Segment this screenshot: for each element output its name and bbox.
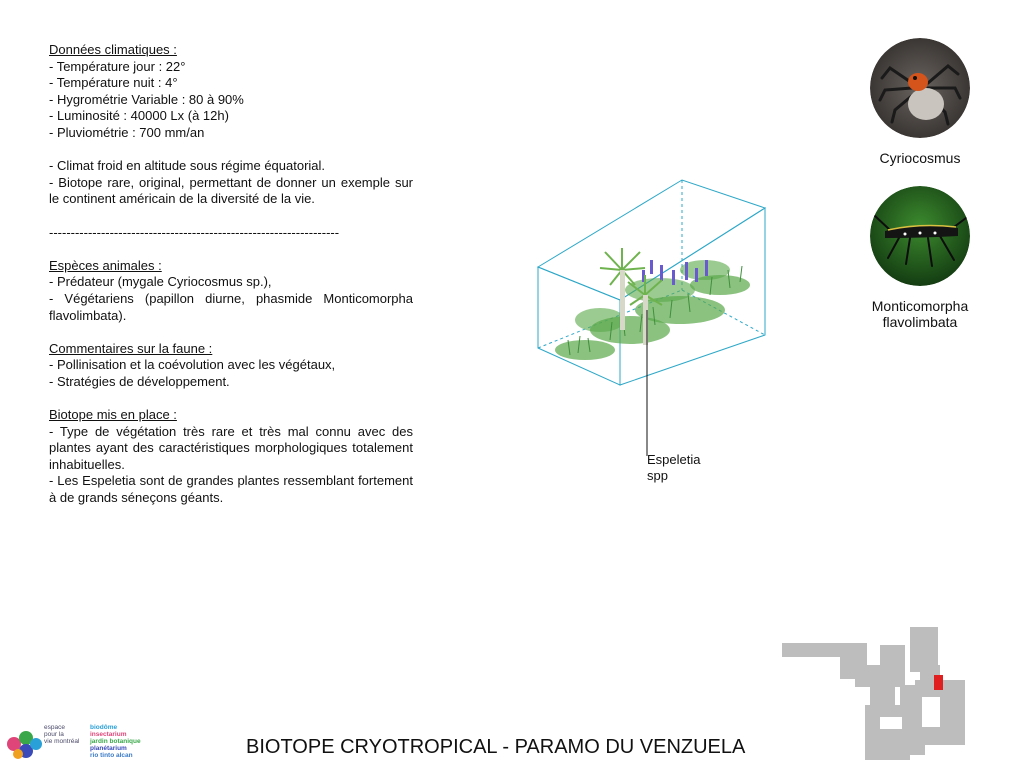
logo-line2: pour la <box>44 731 64 738</box>
climate-line: - Hygrométrie Variable : 80 à 90% <box>49 91 244 107</box>
fauna-line: - Pollinisation et la coévolution avec les végétaux, <box>49 357 336 373</box>
fauna-line: - Stratégies de développement. <box>49 373 230 389</box>
org-insectarium: insectarium <box>90 731 127 738</box>
phasmid-photo <box>870 186 970 286</box>
espeletia-label-line1: Espeletia <box>647 452 701 467</box>
logo-line3: vie montréal <box>44 738 80 745</box>
climate-note: - Climat froid en altitude sous régime équatorial. <box>49 158 326 174</box>
org-planetarium: planétarium <box>90 745 127 752</box>
description-text <box>49 42 413 507</box>
logo-institutions <box>90 724 141 759</box>
espeletia-label-line2: spp <box>647 468 668 483</box>
climate-note: - Biotope rare, original, permettant de donner un exemple sur le continent américain de la diversité de la vie. <box>49 174 413 207</box>
current-location-marker <box>934 675 943 690</box>
org-rio-tinto-alcan: rio tinto alcan <box>90 752 133 759</box>
climate-line: - Luminosité : 40000 Lx (à 12h) <box>49 108 229 124</box>
org-biodome: biodôme <box>90 724 118 731</box>
spider-photo <box>870 38 970 138</box>
species-line: - Végétariens (papillon diurne, phasmide Monticomorpha flavolimbata). <box>49 290 413 323</box>
climate-title: Données climatiques : <box>49 42 177 57</box>
logo-line1: espace <box>44 724 65 731</box>
climate-line: - Pluviométrie : 700 mm/an <box>49 124 205 140</box>
species-monticomorpha <box>850 186 990 330</box>
biotope-line: - Type de végétation très rare et très mal connu avec des plantes ayant des caractéristiques morphologiques totalement inhabituelles. <box>49 423 413 472</box>
separator-line: ------------------------------------------------------------------- <box>49 224 340 240</box>
espeletia-label <box>647 452 700 484</box>
terrarium-illustration <box>530 170 775 470</box>
climate-line: - Température jour : 22° <box>49 58 186 74</box>
monticomorpha-name-line1: Monticomorpha <box>871 298 969 314</box>
species-line: - Prédateur (mygale Cyriocosmus sp.), <box>49 274 272 290</box>
org-jardin-botanique: jardin botanique <box>90 738 141 745</box>
logo-wordmark <box>44 724 79 745</box>
biotope-line: - Les Espeletia sont de grandes plantes ressemblant fortement à de grands séneçons géants. <box>49 473 413 506</box>
climate-line: - Température nuit : 4° <box>49 75 178 91</box>
species-cyriocosmus <box>860 38 980 166</box>
location-map <box>780 625 975 760</box>
species-title: Espèces animales : <box>49 257 162 273</box>
fauna-title: Commentaires sur la faune : <box>49 340 213 356</box>
cyriocosmus-name: Cyriocosmus <box>879 150 961 166</box>
grass-plants <box>555 260 750 360</box>
monticomorpha-name-line2: flavolimbata <box>882 314 958 330</box>
page-title: BIOTOPE CRYOTROPICAL - PARAMO DU VENZUELA <box>246 736 746 758</box>
biotope-title: Biotope mis en place : <box>49 407 177 423</box>
